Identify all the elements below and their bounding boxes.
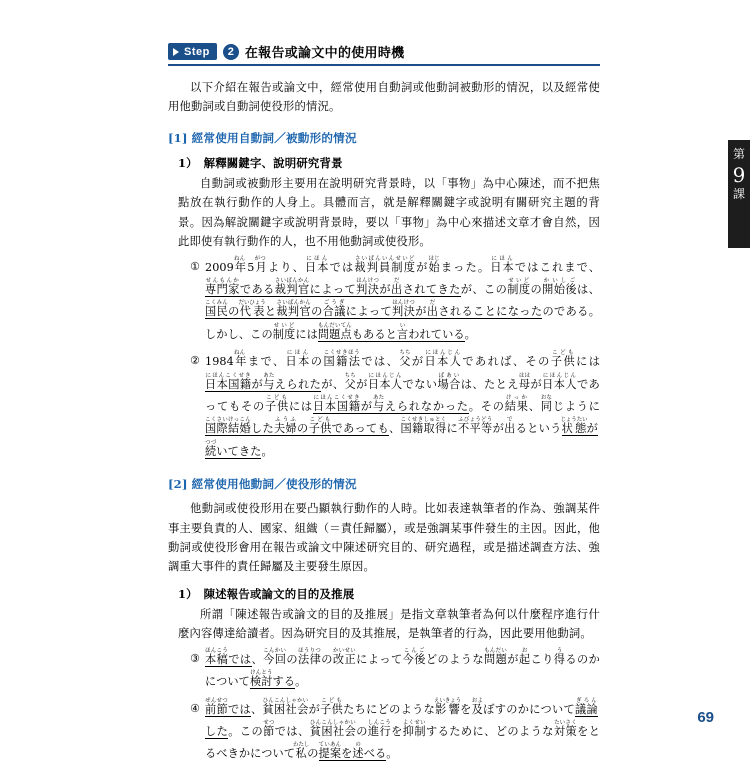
example-item xyxy=(190,698,600,766)
example-text: 1984年ねんまで、日本にほんの国籍法こくせきほうでは、父ちちが日本人にほんじんであれば、その子供こどもには日本国籍にほんこくせきが与あたえられたが、父ちちが日本人にほんじんでない場合ばあいは、たとえ母ははが日本人にほんじんであってもその子供こどもには日本国籍にほんこくせきが与あたえられなかった。その結果けっか、同おなじように国際結婚こくさいけっこんした夫婦ふうふの子供こどもであっても、国籍こくせき取得しゅとくに不平等ふびょうどうが出でるという状態じょうたいが続つづいてきた。 xyxy=(205,350,601,458)
example-number: ④ xyxy=(190,701,200,715)
section-2-body-2: 所謂「陳述報告或論文的目的及推展」是指文章執筆者為何以什麼程序進行什麼內容傳達給讀者。因為研究目的及其推展，是執筆者的行為，因此要用他動詞。 xyxy=(178,607,600,641)
example-number: ① xyxy=(190,259,200,273)
step-number-circle: 2 xyxy=(223,44,239,60)
side-tab-number: 9 xyxy=(732,162,746,187)
example-number: ③ xyxy=(190,651,200,665)
example-text: 前節ぜんせつでは、貧困社会ひんこんしゃかいが子供こどもたちにどのような影響えいきょうを及およぼすのかについて議論ぎろんした。この節せつでは、貧困社会ひんこんしゃかいの進行しんこうを抑制よくせいするために、どのような対策たいさくをとるべきかについて私わたしの提案ていあんを述のべる。 xyxy=(205,697,601,761)
example-number: ② xyxy=(190,354,200,368)
example-text: 本稿ほんこうでは、今回こんかいの法律ほうりつの改正かいせいによって今後こんごどのような問題もんだいが起おこり得うるのかについて検討けんとうする。 xyxy=(205,647,600,689)
step-title: 在報告或論文中的使用時機 xyxy=(244,46,405,61)
example-item xyxy=(190,350,600,463)
subheading-1-1: 1） 解釋關鍵字、說明研究背景 xyxy=(178,155,343,170)
example-text: 2009年ねん5月がつより、日本にほんでは裁判員制度さいばんいんせいどが始はじまった。日本にほんではこれまで、専門家せんもんかである裁判官さいばんかんによって判決はんけつが出だされてきたが、この制度せいどの開始後かいしごは、国民こくみんの代表だいひょうと裁判官さいばんかんの合議ごうぎによって判決はんけつが出だされることになったのである。しかし、この制度せいどには問題点もんだいてんもあると言いわれている。 xyxy=(205,255,601,341)
section-heading-1 xyxy=(168,130,600,146)
intro-paragraph: 以下介紹在報告或論文中，經常使用自動詞或他動詞被動形的情況，以及經常使用他動詞或自動詞使役形的情況。 xyxy=(168,81,600,114)
section-marker-1: [1] xyxy=(168,130,188,145)
example-item xyxy=(190,648,600,694)
play-triangle-icon xyxy=(173,48,179,56)
section-2-body-block xyxy=(178,605,600,644)
side-tab-top: 第 xyxy=(732,147,745,161)
chapter-side-tab xyxy=(728,140,750,248)
page-number: 69 xyxy=(697,709,714,726)
section-title-1: 經常使用自動詞／被動形的情況 xyxy=(191,130,357,145)
section-marker-2: [2] xyxy=(168,477,188,492)
page-content xyxy=(168,42,600,770)
step-header xyxy=(168,42,600,66)
subheading-2-1: 1） 陳述報告或論文的目的及推展 xyxy=(178,586,355,601)
section-title-2: 經常使用他動詞／使役形的情況 xyxy=(191,477,357,492)
section-1-body: 自動詞或被動形主要用在說明研究背景時，以「事物」為中心陳述，而不把焦點放在執行動作的人身上。具體而言，就是解釋關鍵字或說明有關研究主題的背景。因為解說關鍵字或說明背景時，要以「事物」為中心來描述文章才會自然，因此即使有執行動作的人，也不用他動詞或使役形。 xyxy=(178,176,600,249)
section-1-body-block xyxy=(178,174,600,252)
step-label: Step xyxy=(184,45,210,58)
section-heading-2 xyxy=(168,476,600,492)
side-tab-bottom: 課 xyxy=(732,186,745,201)
example-item xyxy=(190,256,600,347)
step-badge xyxy=(168,43,217,60)
section-2-body: 他動詞或使役形用在要凸顯執行動作的人時。比如表達執筆者的作為、強調某件事主要負責的人、國家、組織（＝責任歸屬），或是強調某事件發生的主因。因此，他動詞或使役形會用在報告或論文中陳述研究目的、研究過程，或是描述調查方法、強調重大事件的責任歸屬及主要發生原因。 xyxy=(168,502,600,574)
